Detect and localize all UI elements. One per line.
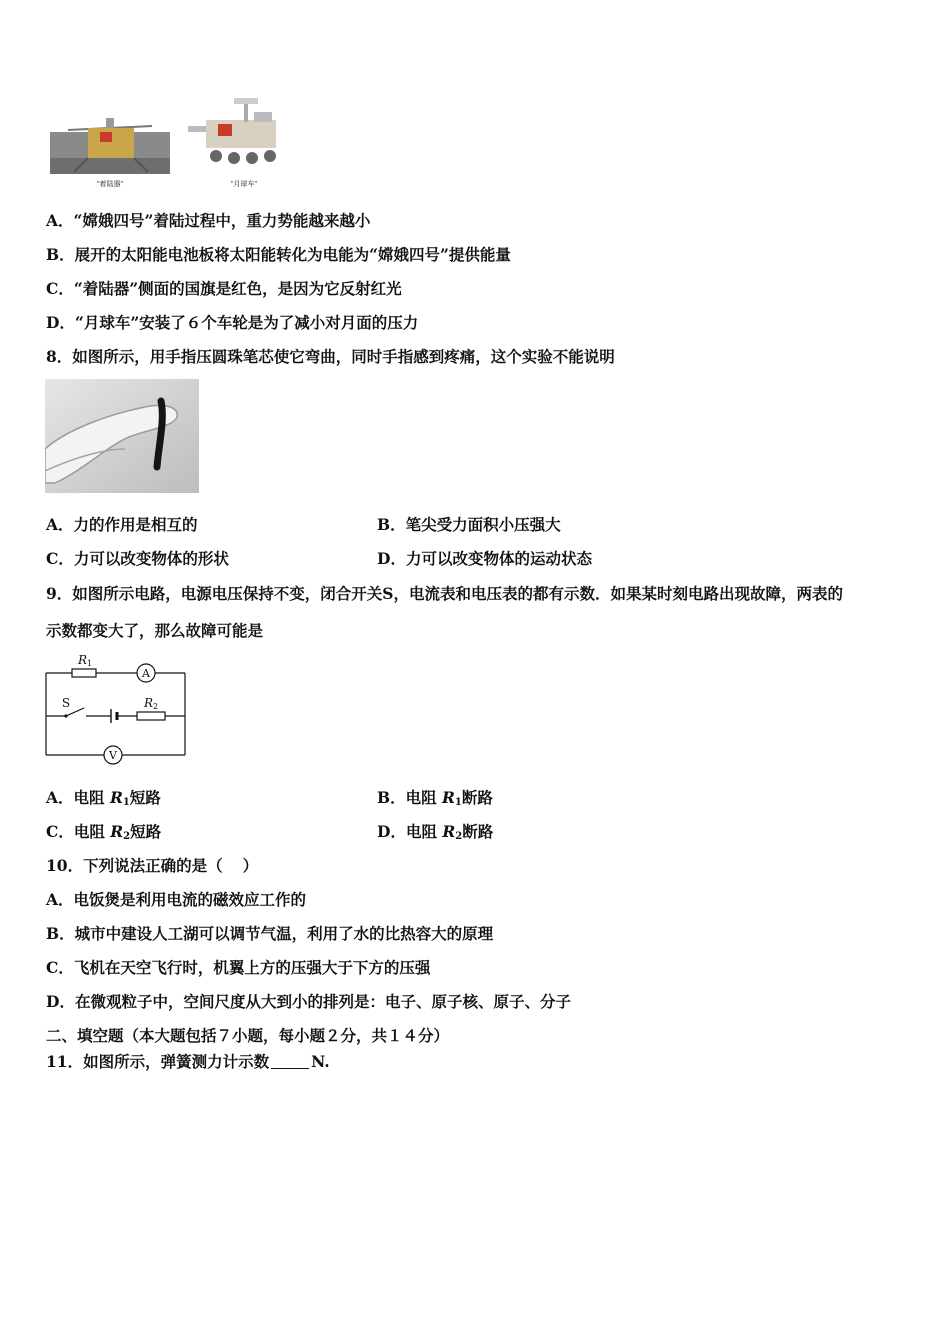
- q7-option-b[interactable]: B．展开的太阳能电池板将太阳能转化为电能为“嫦娥四号”提供能量: [46, 245, 511, 264]
- switch-label: S: [61, 696, 71, 710]
- q7-figure: [48, 96, 288, 194]
- q9-option-b[interactable]: B．电阻 $R_1$断路: [377, 788, 493, 808]
- q7-option-c[interactable]: C．“着陆器”侧面的国旗是红色，是因为它反射红光: [46, 279, 402, 298]
- q10-stem: 10．下列说法正确的是（ ）: [46, 856, 259, 875]
- q8-option-d[interactable]: D．力可以改变物体的运动状态: [377, 549, 592, 568]
- q9-stem-line2: 示数都变大了，那么故障可能是: [46, 621, 264, 640]
- voltmeter-label: V: [109, 749, 117, 762]
- q9-option-d[interactable]: D．电阻 $R_2$断路: [377, 822, 494, 842]
- q9-option-a[interactable]: A．电阻 $R_1$短路: [46, 788, 161, 808]
- resistor-r2: [137, 712, 165, 720]
- ammeter-label: A: [142, 667, 150, 680]
- q7-option-d[interactable]: D．“月球车”安装了６个车轮是为了减小对月面的压力: [46, 313, 419, 332]
- q10-option-c[interactable]: C．飞机在天空飞行时，机翼上方的压强大于下方的压强: [46, 958, 431, 977]
- q8-option-a[interactable]: A．力的作用是相互的: [46, 515, 198, 534]
- q9-option-c[interactable]: C．电阻 $R_2$短路: [46, 822, 162, 842]
- q8-stem: 8．如图所示，用手指压圆珠笔芯使它弯曲，同时手指感到疼痛，这个实验不能说明: [46, 347, 615, 366]
- lander-caption: "着陆器": [97, 181, 123, 188]
- q9-circuit-figure: [44, 652, 188, 770]
- q8-figure: [45, 379, 199, 493]
- q9-stem-line1: 9．如图所示电路，电源电压保持不变，闭合开关S，电流表和电压表的都有示数．如果某时刻电路出现故障，两表的: [46, 584, 843, 603]
- q11-stem: 11．如图所示，弹簧测力计示数 N.: [46, 1052, 330, 1071]
- circuit-diagram: [44, 652, 188, 770]
- q10-option-a[interactable]: A．电饭煲是利用电流的磁效应工作的: [46, 890, 307, 909]
- rover-caption: "月球车": [231, 181, 257, 188]
- finger-pen-image: [45, 379, 199, 493]
- section2-title: 二、填空题（本大题包括７小题，每小题２分，共１４分）: [46, 1026, 450, 1045]
- q8-option-b[interactable]: B．笔尖受力面积小压强大: [377, 515, 561, 534]
- q8-option-c[interactable]: C．力可以改变物体的形状: [46, 549, 229, 568]
- q7-option-a[interactable]: A．“嫦娥四号”着陆过程中，重力势能越来越小: [46, 211, 371, 230]
- q10-option-b[interactable]: B．城市中建设人工湖可以调节气温，利用了水的比热容大的原理: [46, 924, 494, 943]
- resistor-r1: [72, 669, 96, 677]
- q11-answer-blank[interactable]: [271, 1054, 309, 1069]
- q10-option-d[interactable]: D．在微观粒子中，空间尺度从大到小的排列是：电子、原子核、原子、分子: [46, 992, 571, 1011]
- r2-label: R2: [144, 696, 159, 711]
- r1-label: R1: [78, 653, 93, 668]
- lander-rover-image: [48, 96, 288, 194]
